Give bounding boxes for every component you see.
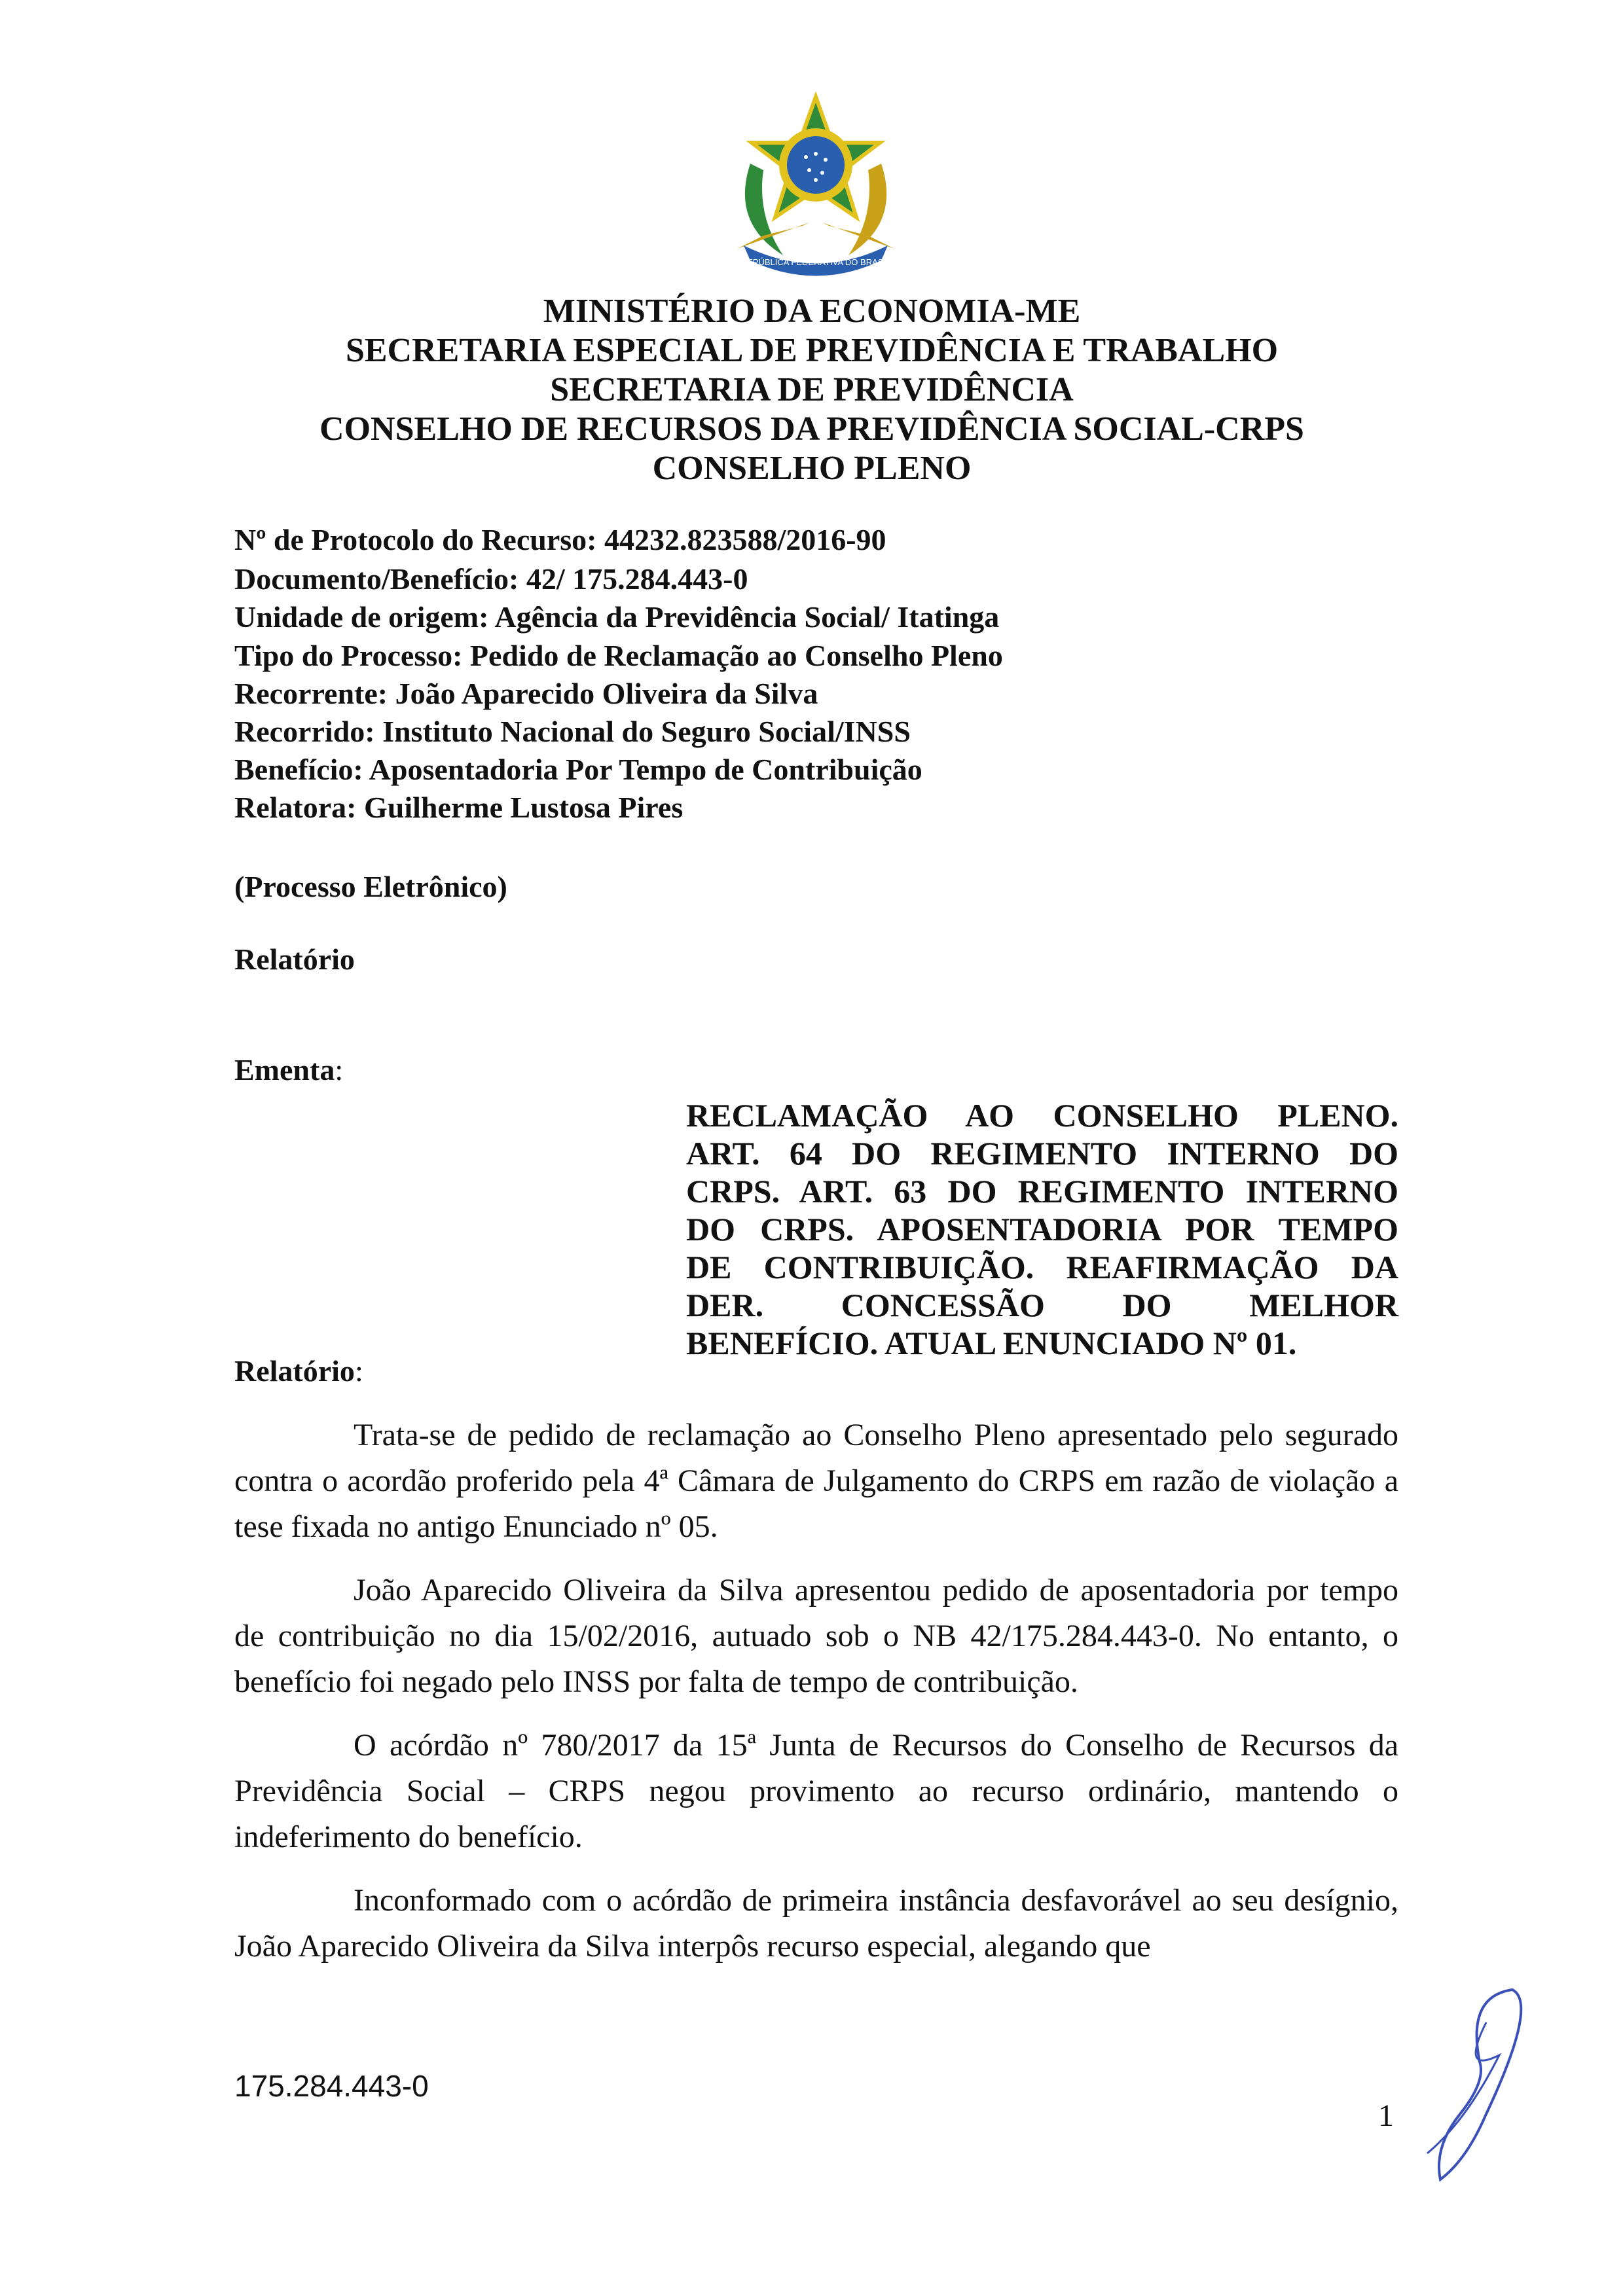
processo-eletronico: (Processo Eletrônico) [234,870,507,903]
meta-protocolo: Nº de Protocolo do Recurso: 44232.823588/2016-90 [234,523,886,556]
footer-document-number: 175.284.443-0 [234,2069,429,2103]
ementa-line: BENEFÍCIO. ATUAL ENUNCIADO Nº 01. [686,1325,1297,1361]
report-body [234,1412,1398,1987]
ementa-line: ART. 64 DO REGIMENTO INTERNO DO [686,1135,1398,1172]
ementa-line: RECLAMAÇÃO AO CONSELHO PLENO. [686,1097,1398,1134]
ementa-label-colon: : [335,1053,344,1086]
header-council: CONSELHO DE RECURSOS DA PREVIDÊNCIA SOCIAL-CRPS [319,410,1304,448]
header-plenary: CONSELHO PLENO [652,450,972,487]
ementa-label-text: Ementa [234,1053,335,1086]
page-number: 1 [1378,2098,1394,2133]
relatorio-label-text: Relatório [234,1354,355,1388]
header-ministry: MINISTÉRIO DA ECONOMIA-ME [543,293,1081,330]
ementa-line: DO CRPS. APOSENTADORIA POR TEMPO [686,1211,1398,1247]
ementa-line: DER. CONCESSÃO DO MELHOR [686,1287,1398,1323]
ementa-line: DE CONTRIBUIÇÃO. REAFIRMAÇÃO DA [686,1249,1398,1285]
meta-tipo: Tipo do Processo: Pedido de Reclamação ao Conselho Pleno [234,639,1003,672]
handwritten-signature [1388,1983,1539,2186]
coat-of-arms-emblem [724,92,907,285]
header-special-secretariat: SECRETARIA ESPECIAL DE PREVIDÊNCIA E TRABALHO [345,332,1279,369]
ementa-label [234,1050,343,1090]
meta-recorrente: Recorrente: João Aparecido Oliveira da Silva [234,677,818,710]
body-paragraph: João Aparecido Oliveira da Silva apresentou pedido de aposentadoria por tempo de contribuição no dia 15/02/2016, autuado sob o NB 42/175.284.443-0. No entanto, o benefício foi negado pelo INSS por falta de tempo de contribuição. [234,1573,1398,1699]
meta-documento: Documento/Benefício: 42/ 175.284.443-0 [234,562,748,596]
relatorio-heading: Relatório [234,942,355,976]
emblem-banner-text: REPÚBLICA FEDERATIVA DO BRASIL [740,257,891,267]
body-paragraph: O acórdão nº 780/2017 da 15ª Junta de Recursos do Conselho de Recursos da Previdência Social – CRPS negou provimento ao recurso ordinário, mantendo o indeferimento do benefício. [234,1728,1398,1854]
meta-relatora: Relatora: Guilherme Lustosa Pires [234,791,684,824]
ementa-block [686,1096,1398,1362]
meta-unidade: Unidade de origem: Agência da Previdência Social/ Itatinga [234,600,1000,634]
relatorio-label-colon: : [354,1354,363,1388]
ementa-line: CRPS. ART. 63 DO REGIMENTO INTERNO [686,1173,1398,1210]
meta-beneficio: Benefício: Aposentadoria Por Tempo de Contribuição [234,753,922,786]
meta-recorrido: Recorrido: Instituto Nacional do Seguro Social/INSS [234,715,911,748]
header-secretariat: SECRETARIA DE PREVIDÊNCIA [550,371,1074,408]
body-paragraph: Inconformado com o acórdão de primeira instância desfavorável ao seu desígnio, João Aparecido Oliveira da Silva interpôs recurso especial, alegando que [234,1883,1398,1964]
body-paragraph: Trata-se de pedido de reclamação ao Conselho Pleno apresentado pelo segurado contra o acordão proferido pela 4ª Câmara de Julgamento do CRPS em razão de violação a tese fixada no antigo Enunciado nº 05. [234,1418,1398,1544]
relatorio-label [234,1352,363,1391]
